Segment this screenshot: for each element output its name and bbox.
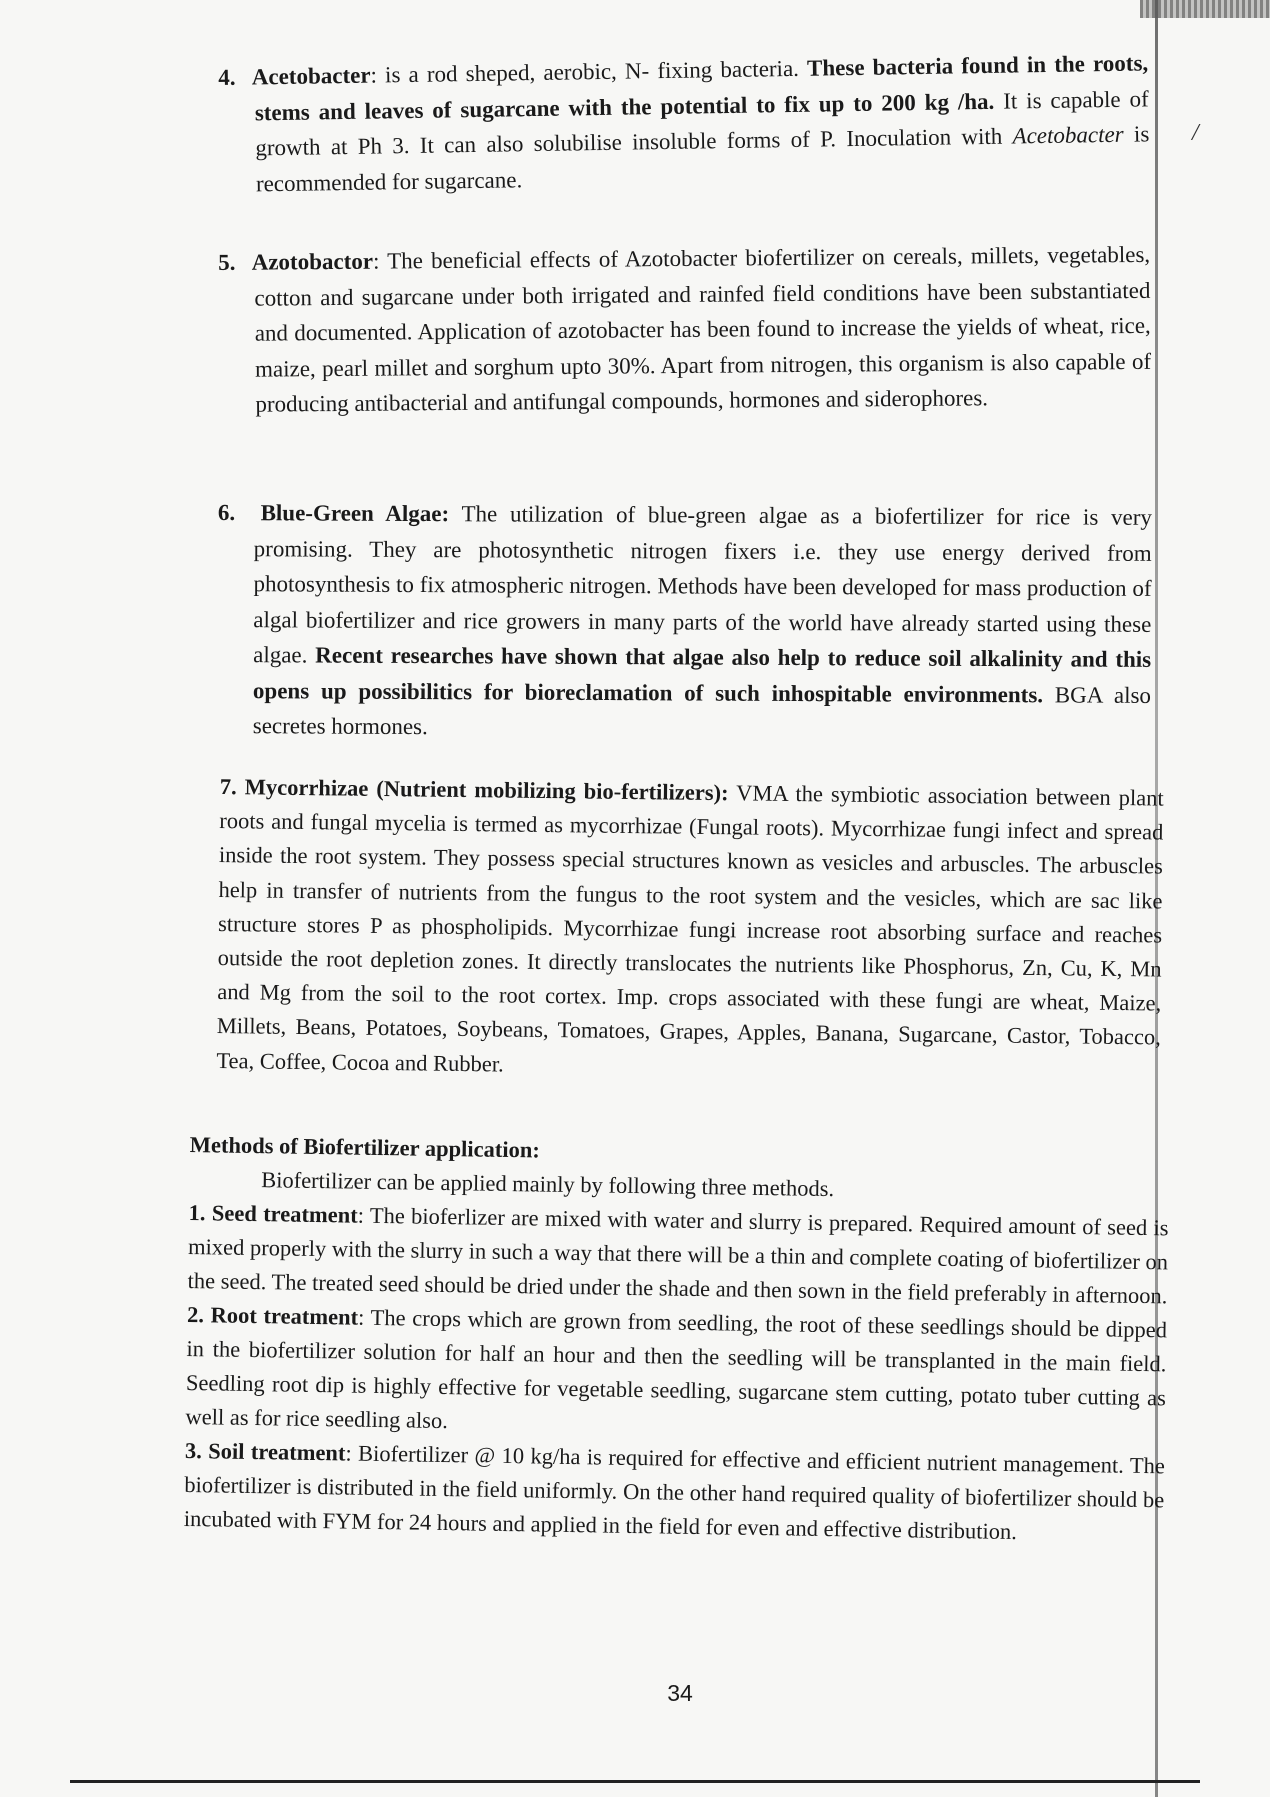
methods-heading: Methods of Biofertilizer application: [189, 1131, 541, 1163]
method-term: Soil treatment [208, 1438, 346, 1466]
methods-intro: Biofertilizer can be applied mainly by following three methods. [261, 1167, 835, 1202]
scan-corner-mark [1140, 0, 1270, 18]
section-term: Blue-Green Algae: [260, 500, 450, 527]
section-mycorrhizae [216, 770, 1164, 1089]
section-number: 4. [218, 64, 236, 90]
method-number: 1. [188, 1199, 206, 1226]
section-text: The utilization of blue-green algae as a biofertilizer for rice is very promising. They are photosynthetic nitrogen fixers i.e. they use energy derived from photosynthesis to fix atmospheric nitrogen. Methods have been developed for mass production of algal biofertilizer and rice growers in many parts of the world have already started using these algae. [253, 501, 1152, 668]
method-term: Root treatment [210, 1302, 359, 1330]
section-text: : is a rod sheped, aerobic, N- fixing bacteria. [370, 55, 808, 88]
methods-section [184, 1128, 1170, 1551]
method-item-soil-treatment [184, 1434, 1165, 1551]
section-text-after: BGA also secretes hormones. [252, 681, 1152, 740]
section-number: 5. [218, 249, 236, 275]
section-text-end: is recommended for sugarcane. [255, 121, 1150, 196]
bottom-rule [70, 1780, 1200, 1783]
method-text: : The crops which are grown from seedling, the root of these seedlings should be dipped in the biofertilizer solution for half an hour and then the seedling will be transplanted in the main field. Seedling root dip is highly effective for vegetable seedling, sugarcane stem cutting, potato tuber cutting as well as for rice seedling also. [185, 1304, 1168, 1434]
section-term: Acetobacter [251, 62, 371, 90]
method-text: : The bioferlizer are mixed with water and slurry is prepared. Required amount of seed is mixed properly with the slurry in such a way that there will be a thin and complete coating of biofertilizer on the seed. The treated seed should be dried under the shade and then sown in the field preferably in afternoon. [187, 1202, 1169, 1309]
section-text-after: It is capable of growth at Ph 3. It can also solubilise insoluble forms of P. Inoculation with [255, 85, 1149, 161]
section-term: Azotobactor [251, 248, 374, 275]
section-bold-text: These bacteria found in the roots, stems and leaves of sugarcane with the potential to fix up to 200 kg /ha. [254, 50, 1149, 125]
method-number: 3. [184, 1437, 203, 1464]
method-text: : Biofertilizer @ 10 kg/ha is required for effective and efficient nutrient management. The biofertilizer is distributed in the field uniformly. On the other hand required quality of biofertilizer should be incubated with FYM for 24 hours and applied in the field for even and effective distribution. [183, 1440, 1166, 1545]
section-number: 6. [217, 499, 236, 526]
method-item-seed-treatment [187, 1196, 1168, 1313]
section-bold-text: Recent researches have shown that algae also help to reduce soil alkalinity and this opens up possibilitics for bioreclamation of such inhospitable environments. [252, 642, 1152, 707]
section-text: VMA the symbiotic association between plant roots and fungal mycelia is termed as mycorrhizae (Fungal roots). Mycorrhizae fungi infect and spread inside the root system. They possess special structures known as vesicles and arbuscles. The arbuscles help in transfer of nutrients from the fungus to the root system and the vesicles, which are sac like structure stores P as phospholipids. Mycorrhizae fungi increase root absorbing surface and reaches outside the root depletion zones. It directly translocates the nutrients like Phosphorus, Zn, Cu, K, Mn and Mg from the soil to the root cortex. Imp. crops associated with these fungi are wheat, Maize, Millets, Beans, Potatoes, Soybeans, Tomatoes, Grapes, Apples, Banana, Sugarcane, Castor, Tobacco, Tea, Coffee, Cocoa and Rubber. [216, 780, 1164, 1077]
section-text: : The beneficial effects of Azotobacter biofertilizer on cereals, millets, vegetables, cotton and sugarcane under both irrigated and rainfed field conditions have been substantiated and documented. Application of azotobacter has been found to increase the yields of wheat, rice, maize, pearl millet and sorghum upto 30%. Apart from nitrogen, this organism is also capable of producing antibacterial and antifungal compounds, hormones and siderophores. [254, 241, 1152, 417]
method-item-root-treatment [185, 1298, 1167, 1449]
section-italic-term: Acetobacter [1012, 121, 1124, 149]
stray-mark: / [1192, 120, 1199, 146]
method-number: 2. [186, 1301, 205, 1328]
method-term: Seed treatment [211, 1200, 358, 1228]
section-azotobactor [218, 237, 1152, 423]
section-acetobacter [218, 45, 1150, 202]
section-number: 7. [219, 773, 237, 800]
page-number: 34 [667, 1680, 693, 1706]
section-blue-green-algae [217, 495, 1152, 748]
section-term: Mycorrhizae (Nutrient mobilizing bio-fertilizers): [244, 774, 729, 806]
